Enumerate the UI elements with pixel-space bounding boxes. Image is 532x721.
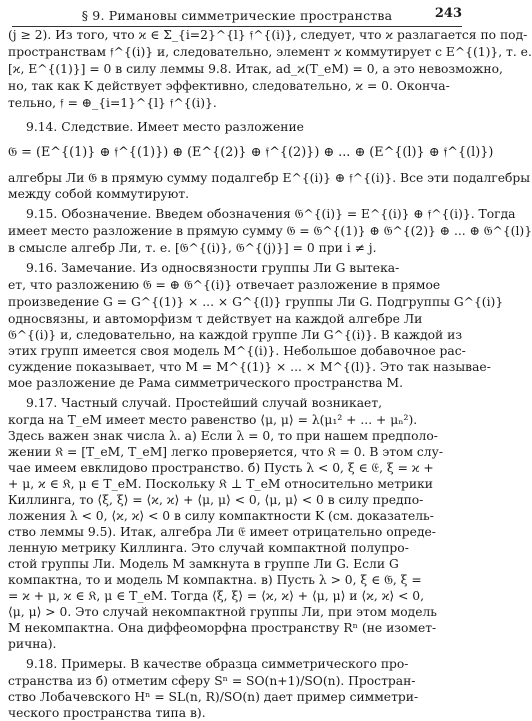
paragraph-line: пространствам 𝔣^{(i)} и, следовательно, элемент ϰ коммутирует с E^{(1)}, т. е.	[8, 45, 532, 59]
paragraph-line: странства из б) отметим сферу Sⁿ = SO(n+1)/SO(n). Простран-	[8, 674, 416, 688]
paragraph-line: ⟨μ, μ⟩ > 0. Это случай некомпактной группы Ли, при этом модель	[8, 605, 438, 619]
paragraph-line: + μ, ϰ ∈ 𝔎, μ ∈ T_eM. Поскольку 𝔎 ⊥ T_eM относительно метрики	[8, 477, 433, 491]
paragraph-line: суждение показывает, что M = M^{(1)} × ... × M^{(l)}. Это так называе-	[8, 360, 491, 374]
paragraph-line: этих групп имеется своя модель M^{(i)}. Небольшое добавочное рас-	[8, 344, 466, 358]
paragraph-line: ет, что разложению 𝔊 = ⊕ 𝔊^{(i)} отвечает разложение в прямое	[8, 278, 441, 292]
paragraph-line: между собой коммутируют.	[8, 187, 190, 201]
paragraph-line: (j ≥ 2). Из того, что ϰ ∈ Σ_{i=2}^{l} 𝔣^{(i)}, следует, что ϰ разлагается по под-	[8, 28, 528, 42]
paragraph-line: произведение G = G^{(1)} × ... × G^{(l)} группы Ли G. Подгруппы G^{(i)}	[8, 295, 504, 309]
paragraph-line: M некомпактна. Она диффеоморфна пространству Rⁿ (не изомет-	[8, 621, 437, 635]
page-body	[8, 28, 532, 720]
paragraph-line: стой группы Ли. Модель M замкнута в группе Ли G. Если G	[8, 557, 399, 571]
remark-9-16: 9.16. Замечание. Из односвязности группы Ли G вытека-	[26, 261, 400, 275]
notation-9-15: 9.15. Обозначение. Введем обозначения 𝔊^{(i)} = E^{(i)} ⊕ 𝔣^{(i)}. Тогда	[26, 207, 516, 221]
paragraph-line: односвязны, и автоморфизм τ действует на каждой алгебре Ли	[8, 312, 423, 326]
special-case-9-17: 9.17. Частный случай. Простейший случай возникает,	[26, 396, 383, 410]
paragraph-line: ческого пространства типа в).	[8, 706, 206, 720]
paragraph-line: компактна, то и модель M компактна. в) Пусть λ > 0, ξ ∈ 𝔊, ξ =	[8, 573, 422, 587]
page-number: 243	[434, 6, 462, 21]
paragraph-line: имеет место разложение в прямую сумму 𝔊 = 𝔊^{(1)} ⊕ 𝔊^{(2)} ⊕ ... ⊕ 𝔊^{(l)}	[8, 224, 532, 238]
paragraph-line: мое разложение де Рама симметрического пространства M.	[8, 376, 404, 390]
corollary-9-14: 9.14. Следствие. Имеет место разложение	[26, 120, 304, 134]
paragraph-line: но, так как K действует эффективно, следовательно, ϰ = 0. Оконча-	[8, 79, 450, 93]
paragraph-line: ство Лобачевского Hⁿ = SL(n, R)/SO(n) дает пример симметри-	[8, 690, 419, 704]
paragraph-line: рична).	[8, 637, 57, 651]
paragraph-line: когда на T_eM имеет место равенство ⟨μ, μ⟩ = λ(μ₁² + ... + μₙ²).	[8, 413, 418, 427]
paragraph-line: тельно, 𝔣 = ⊕_{i=1}^{l} 𝔣^{(i)}.	[8, 96, 217, 110]
paragraph-line: в смысле алгебр Ли, т. е. [𝔊^{(i)}, 𝔊^{(j)}] = 0 при i ≠ j.	[8, 241, 377, 255]
examples-9-18: 9.18. Примеры. В качестве образца симметрического про-	[26, 657, 409, 671]
paragraph-line: 𝔊^{(i)} и, следовательно, на каждой группе Ли G^{(i)}. В каждой из	[8, 328, 463, 342]
paragraph-line: ленную метрику Киллинга. Это случай компактной полупро-	[8, 541, 409, 555]
display-formula: 𝔊 = (E^{(1)} ⊕ 𝔣^{(1)}) ⊕ (E^{(2)} ⊕ 𝔣^{(2)}) ⊕ ... ⊕ (E^{(l)} ⊕ 𝔣^{(l)})	[8, 145, 494, 160]
paragraph-line: Киллинга, то ⟨ξ, ξ⟩ = ⟨ϰ, ϰ⟩ + ⟨μ, μ⟩ < 0, ⟨μ, μ⟩ < 0 в силу предпо-	[8, 493, 424, 507]
paragraph-line: ложения λ < 0, ⟨ϰ, ϰ⟩ < 0 в силу компактности K (см. доказатель-	[8, 509, 434, 523]
paragraph-line: [ϰ, E^{(1)}] = 0 в силу леммы 9.8. Итак, ad_ϰ(T_eM) = 0, а это невозможно,	[8, 62, 503, 76]
paragraph-line: = ϰ + μ, ϰ ∈ 𝔎, μ ∈ T_eM. Тогда ⟨ξ, ξ⟩ = ⟨ϰ, ϰ⟩ + ⟨μ, μ⟩ и ⟨ϰ, ϰ⟩ < 0,	[8, 589, 425, 603]
paragraph-line: Здесь важен знак числа λ. а) Если λ = 0, то при нашем предполо-	[8, 429, 438, 443]
running-header	[12, 4, 462, 27]
paragraph-line: чае имеем евклидово пространство. б) Пусть λ < 0, ξ ∈ 𝔈, ξ = ϰ +	[8, 461, 434, 475]
paragraph-line: ство леммы 9.5). Итак, алгебра Ли 𝔈 имеет отрицательно опреде-	[8, 525, 436, 539]
section-title: § 9. Римановы симметрические пространства	[81, 8, 393, 23]
paragraph-line: жении 𝔎 = [T_eM, T_eM] легко проверяется, что 𝔎 = 0. В этом слу-	[8, 445, 444, 459]
paragraph-line: алгебры Ли 𝔊 в прямую сумму подалгебр E^{(i)} ⊕ 𝔣^{(i)}. Все эти подалгебры	[8, 171, 531, 185]
